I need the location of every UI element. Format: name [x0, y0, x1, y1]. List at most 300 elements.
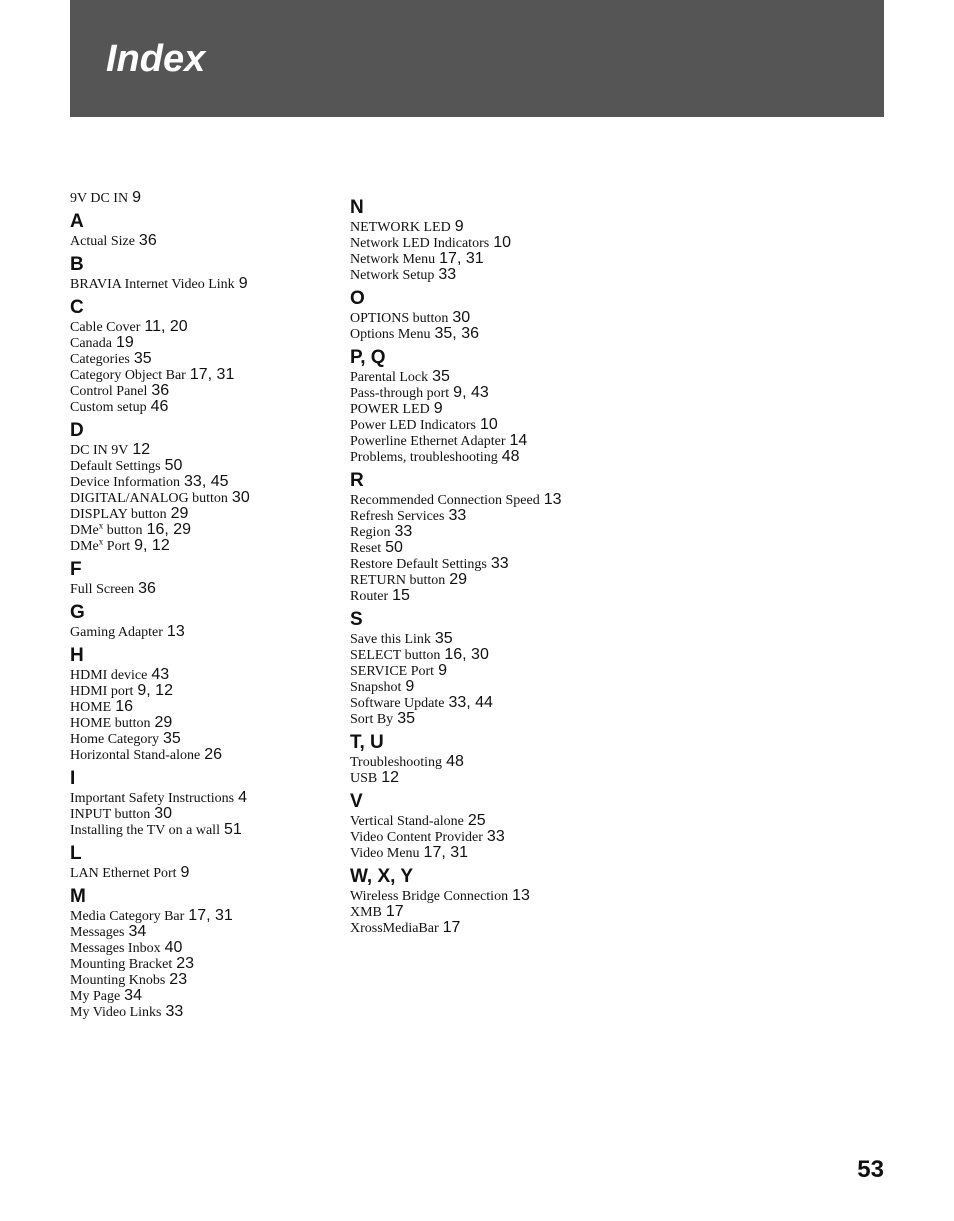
- index-entry: [350, 695, 650, 711]
- index-term-text: Actual Size: [70, 234, 135, 249]
- index-term: [70, 716, 151, 731]
- index-entry: [350, 524, 650, 540]
- index-page-refs: 50: [164, 457, 183, 474]
- index-section: [350, 347, 650, 465]
- section-letter: F: [70, 559, 82, 580]
- section-letter: O: [350, 288, 365, 309]
- index-term: [350, 252, 435, 267]
- index-term-text: XMB: [350, 905, 382, 920]
- index-term-text: Options Menu: [350, 327, 431, 342]
- index-entry: [350, 385, 650, 401]
- index-entry: [350, 647, 650, 663]
- index-section: [350, 197, 650, 283]
- index-entry: [70, 715, 340, 731]
- index-page-refs: 9, 43: [453, 384, 489, 401]
- index-term: [350, 589, 388, 604]
- index-page-refs: 23: [176, 955, 195, 972]
- index-term-text: Snapshot: [350, 680, 402, 695]
- index-term: [70, 536, 131, 554]
- index-term-text: Vertical Stand-alone: [350, 814, 464, 829]
- index-page-refs: 17: [385, 903, 404, 920]
- index-entry: [70, 190, 340, 206]
- index-page-refs: 16, 30: [444, 646, 489, 663]
- index-term-text: NETWORK LED: [350, 220, 451, 235]
- index-entry: [350, 920, 650, 936]
- index-section: [350, 609, 650, 727]
- index-term-text: Powerline Ethernet Adapter: [350, 434, 506, 449]
- index-term-text: Network Setup: [350, 268, 435, 283]
- index-term-text: Full Screen: [70, 582, 135, 597]
- index-entry: [70, 624, 340, 640]
- index-page-refs: 4: [238, 789, 247, 806]
- index-term-text: Installing the TV on a wall: [70, 823, 220, 838]
- index-page-refs: 50: [385, 539, 403, 556]
- index-section: [70, 254, 340, 292]
- index-page-refs: 10: [493, 234, 511, 251]
- index-entry: [70, 988, 340, 1004]
- index-section: [70, 420, 340, 554]
- index-term-text: Canada: [70, 336, 112, 351]
- index-entry: [70, 442, 340, 458]
- index-term: [70, 625, 163, 640]
- section-letter: I: [70, 768, 76, 789]
- index-term-text: Media Category Bar: [70, 909, 185, 924]
- index-entry: [350, 219, 650, 235]
- index-page-refs: 35: [432, 368, 450, 385]
- section-letter: A: [70, 211, 84, 232]
- index-page-refs: 33: [486, 828, 505, 845]
- index-page-refs: 25: [467, 812, 486, 829]
- index-page-refs: 9: [180, 864, 190, 881]
- index-page-refs: 35: [434, 630, 453, 647]
- index-page-refs: 9, 12: [137, 682, 173, 699]
- index-page-refs: 34: [124, 987, 142, 1004]
- index-term-text: Horizontal Stand-alone: [70, 748, 201, 763]
- index-term: [70, 352, 130, 367]
- index-page-refs: 9: [405, 678, 415, 695]
- index-page-refs: 46: [150, 398, 169, 415]
- index-page-refs: 51: [223, 821, 242, 838]
- index-term: [350, 712, 393, 727]
- index-page-refs: 16: [115, 698, 134, 715]
- index-term-text: Control Panel: [70, 384, 148, 399]
- index-term: [70, 807, 150, 822]
- index-term: [350, 541, 381, 556]
- section-letter: P, Q: [350, 347, 386, 368]
- index-entry: [70, 1004, 340, 1020]
- index-term: [70, 459, 161, 474]
- index-term-text: Power LED Indicators: [350, 418, 476, 433]
- section-letter: T, U: [350, 732, 384, 753]
- index-term: [350, 450, 498, 465]
- index-term: [350, 814, 464, 829]
- index-page-refs: 36: [151, 382, 170, 399]
- index-column-left: [70, 190, 340, 1020]
- index-term: [70, 443, 128, 458]
- index-term: [350, 680, 401, 695]
- header-banner: [70, 0, 884, 117]
- index-term-text: DMe: [70, 523, 99, 538]
- index-entry: [350, 310, 650, 326]
- index-term-text: My Video Links: [70, 1005, 162, 1020]
- index-entry: [350, 711, 650, 727]
- index-entry: [70, 865, 340, 881]
- index-page-refs: 35: [163, 730, 181, 747]
- index-page-refs: 9: [454, 218, 464, 235]
- index-entry: [350, 369, 650, 385]
- index-term-text: Mounting Bracket: [70, 957, 173, 972]
- index-entry: [70, 233, 340, 249]
- index-entry: [70, 276, 340, 292]
- index-entry: [350, 401, 650, 417]
- index-page-refs: 13: [166, 623, 185, 640]
- index-term: [350, 921, 439, 936]
- index-page-refs: 9: [238, 275, 248, 292]
- index-entry: [350, 417, 650, 433]
- index-term: [70, 1005, 161, 1020]
- index-entry: [70, 806, 340, 822]
- index-page-refs: 48: [446, 753, 464, 770]
- index-entry: [350, 631, 650, 647]
- index-term-text: Parental Lock: [350, 370, 429, 385]
- index-term: [350, 236, 489, 251]
- index-entry: [350, 326, 650, 342]
- index-term-superscript: x: [98, 536, 104, 547]
- index-term: [350, 664, 434, 679]
- index-term: [350, 557, 487, 572]
- index-page-refs: 36: [138, 580, 156, 597]
- index-entry: [70, 335, 340, 351]
- index-page-refs: 9: [433, 400, 443, 417]
- index-page-refs: 33: [394, 523, 413, 540]
- index-term: [70, 507, 167, 522]
- index-page-refs: 33: [448, 507, 467, 524]
- index-term-text: 9V DC IN: [70, 191, 129, 206]
- index-page-refs: 17: [442, 919, 461, 936]
- index-term: [350, 755, 442, 770]
- index-term-text: Problems, troubleshooting: [350, 450, 498, 465]
- index-entry: [70, 908, 340, 924]
- index-section: [70, 886, 340, 1020]
- index-term: [70, 234, 135, 249]
- index-page-refs: 33: [438, 266, 457, 283]
- index-term: [70, 684, 133, 699]
- index-term: [350, 846, 420, 861]
- index-term-text: Home Category: [70, 732, 160, 747]
- index-entry: [70, 956, 340, 972]
- index-page-refs: 33: [490, 555, 509, 572]
- index-section: [70, 768, 340, 838]
- index-page-refs: 16, 29: [146, 521, 192, 538]
- index-term-text: Region: [350, 525, 391, 540]
- index-page-refs: 33, 45: [184, 473, 229, 490]
- index-entry: [70, 790, 340, 806]
- index-term: [350, 632, 431, 647]
- index-entry: [70, 399, 340, 415]
- index-page-refs: 9: [132, 189, 141, 206]
- index-entry: [350, 663, 650, 679]
- index-page-refs: 9, 12: [134, 537, 170, 554]
- index-term-text: Important Safety Instructions: [70, 791, 235, 806]
- index-term-text: DISPLAY button: [70, 507, 167, 522]
- section-letter: C: [70, 297, 84, 318]
- index-term-text: My Page: [70, 989, 121, 1004]
- index-term-text: USB: [350, 771, 378, 786]
- index-page-refs: 17, 31: [423, 844, 469, 861]
- index-column-right: [350, 192, 650, 936]
- section-letter: G: [70, 602, 85, 623]
- index-entry: [70, 319, 340, 335]
- index-term: [350, 268, 434, 283]
- index-page-refs: 12: [132, 441, 151, 458]
- index-entry: [70, 351, 340, 367]
- index-term: [350, 648, 440, 663]
- index-page-refs: 48: [501, 448, 520, 465]
- index-term-text: Messages: [70, 925, 125, 940]
- index-page-refs: 35: [397, 710, 415, 727]
- index-entry: [70, 581, 340, 597]
- index-term: [70, 989, 120, 1004]
- index-entry: [350, 845, 650, 861]
- index-page-refs: 30: [452, 309, 471, 326]
- index-term: [70, 866, 177, 881]
- section-letter: N: [350, 197, 364, 218]
- index-term-text: Router: [350, 589, 389, 604]
- index-page-refs: 12: [381, 769, 400, 786]
- index-page-refs: 33: [165, 1003, 184, 1020]
- index-term: [70, 320, 140, 335]
- index-entry: [350, 829, 650, 845]
- index-term: [70, 957, 172, 972]
- index-term: [350, 311, 448, 326]
- index-term: [70, 748, 200, 763]
- index-section: [70, 297, 340, 415]
- index-term: [350, 771, 377, 786]
- index-entry: [70, 538, 340, 554]
- section-letter: L: [70, 843, 82, 864]
- index-term: [350, 418, 476, 433]
- index-page-refs: 30: [154, 805, 173, 822]
- index-term-superscript: x: [98, 520, 104, 531]
- index-term: [350, 573, 445, 588]
- index-page-refs: 10: [479, 416, 498, 433]
- index-term-text: Default Settings: [70, 459, 161, 474]
- index-entry: [70, 972, 340, 988]
- index-term: [350, 905, 382, 920]
- index-term-text: XrossMediaBar: [350, 921, 439, 936]
- index-section: [70, 602, 340, 640]
- index-section: [350, 791, 650, 861]
- index-term: [70, 941, 161, 956]
- index-term-text: INPUT button: [70, 807, 151, 822]
- index-term-text: POWER LED: [350, 402, 430, 417]
- index-section: [70, 211, 340, 249]
- section-letter: R: [350, 470, 364, 491]
- index-section: [350, 732, 650, 786]
- section-letter: M: [70, 886, 86, 907]
- index-term: [350, 434, 506, 449]
- index-entry: [350, 904, 650, 920]
- index-entry: [70, 747, 340, 763]
- index-page-refs: 34: [128, 923, 147, 940]
- index-term: [70, 732, 159, 747]
- index-term: [350, 220, 451, 235]
- index-entry: [350, 540, 650, 556]
- index-term-text: LAN Ethernet Port: [70, 866, 177, 881]
- index-term-text: Category Object Bar: [70, 368, 186, 383]
- index-entry: [350, 888, 650, 904]
- index-page-refs: 35: [133, 350, 152, 367]
- index-entry: [350, 449, 650, 465]
- index-term: [70, 400, 147, 415]
- index-entry: [70, 699, 340, 715]
- index-term: [350, 370, 428, 385]
- index-entry: [70, 458, 340, 474]
- index-term: [350, 493, 540, 508]
- index-entry: [350, 508, 650, 524]
- index-term-text: Recommended Connection Speed: [350, 493, 540, 508]
- index-page-refs: 43: [151, 666, 170, 683]
- index-section: [70, 559, 340, 597]
- index-entry: [350, 770, 650, 786]
- index-term-text: DMe: [70, 539, 99, 554]
- index-term: [70, 475, 180, 490]
- index-term: [70, 336, 112, 351]
- index-entry: [70, 667, 340, 683]
- index-entry: [70, 940, 340, 956]
- index-term: [70, 925, 124, 940]
- index-term-text: Mounting Knobs: [70, 973, 166, 988]
- index-term-text: HDMI device: [70, 668, 148, 683]
- section-letter: V: [350, 791, 363, 812]
- index-page-refs: 36: [138, 232, 157, 249]
- index-term: [70, 823, 220, 838]
- index-page-refs: 9: [438, 662, 447, 679]
- index-term: [70, 973, 165, 988]
- index-term: [350, 525, 390, 540]
- index-entry: [350, 679, 650, 695]
- index-term-text: HDMI port: [70, 684, 134, 699]
- index-term-suffix: Port: [103, 539, 131, 554]
- index-entry: [70, 383, 340, 399]
- index-term-text: HOME: [70, 700, 112, 715]
- index-term-text: HOME button: [70, 716, 151, 731]
- index-term-text: Cable Cover: [70, 320, 141, 335]
- index-entry: [70, 506, 340, 522]
- index-term-text: Video Menu: [350, 846, 420, 861]
- index-entry: [350, 556, 650, 572]
- index-term-text: Network LED Indicators: [350, 236, 490, 251]
- index-term: [350, 830, 483, 845]
- index-page-refs: 19: [115, 334, 134, 351]
- index-entry: [70, 683, 340, 699]
- index-term: [70, 582, 134, 597]
- index-section: [350, 866, 650, 936]
- index-term-text: Refresh Services: [350, 509, 445, 524]
- section-letter: H: [70, 645, 84, 666]
- index-term: [70, 384, 147, 399]
- index-entry: [70, 731, 340, 747]
- page-title: Index: [106, 38, 206, 80]
- index-term-text: Pass-through port: [350, 386, 450, 401]
- index-term-text: Reset: [350, 541, 382, 556]
- index-entry: [70, 367, 340, 383]
- section-letter: B: [70, 254, 84, 275]
- index-entry: [350, 251, 650, 267]
- index-entry: [350, 267, 650, 283]
- index-section: [70, 843, 340, 881]
- index-term-text: Categories: [70, 352, 130, 367]
- index-term: [70, 909, 184, 924]
- index-term: [350, 402, 430, 417]
- index-entry: [70, 522, 340, 538]
- index-entry: [70, 924, 340, 940]
- index-term: [70, 277, 235, 292]
- index-entry: [70, 822, 340, 838]
- index-term-text: OPTIONS button: [350, 311, 449, 326]
- index-term: [350, 386, 449, 401]
- index-page-refs: 23: [169, 971, 188, 988]
- index-term: [70, 791, 234, 806]
- index-term: [350, 889, 508, 904]
- index-term-text: Custom setup: [70, 400, 147, 415]
- index-page-refs: 30: [231, 489, 250, 506]
- index-term: [350, 696, 444, 711]
- index-term: [70, 668, 147, 683]
- index-term-text: Sort By: [350, 712, 394, 727]
- index-term: [350, 327, 431, 342]
- index-term: [70, 491, 228, 506]
- index-term-text: BRAVIA Internet Video Link: [70, 277, 235, 292]
- index-page-refs: 26: [204, 746, 223, 763]
- index-page-refs: 17, 31: [188, 907, 233, 924]
- index-term-text: RETURN button: [350, 573, 446, 588]
- index-section: [70, 190, 340, 206]
- index-entry: [350, 754, 650, 770]
- index-term-text: Video Content Provider: [350, 830, 483, 845]
- index-term: [70, 700, 111, 715]
- index-term-text: Software Update: [350, 696, 445, 711]
- index-entry: [350, 588, 650, 604]
- index-page-refs: 15: [392, 587, 410, 604]
- index-term-text: Network Menu: [350, 252, 436, 267]
- index-term: [70, 368, 186, 383]
- index-term: [350, 509, 444, 524]
- index-term-text: Save this Link: [350, 632, 431, 647]
- index-section: [350, 470, 650, 604]
- index-term-text: Device Information: [70, 475, 181, 490]
- index-page-refs: 17, 31: [439, 250, 484, 267]
- index-term-text: Messages Inbox: [70, 941, 161, 956]
- section-letter: W, X, Y: [350, 866, 414, 887]
- index-term-text: Troubleshooting: [350, 755, 443, 770]
- index-section: [350, 288, 650, 342]
- index-page-refs: 40: [164, 939, 183, 956]
- index-page-refs: 17, 31: [189, 366, 235, 383]
- index-page-refs: 29: [170, 505, 189, 522]
- index-entry: [70, 474, 340, 490]
- index-entry: [350, 813, 650, 829]
- index-term-text: Wireless Bridge Connection: [350, 889, 509, 904]
- section-letter: S: [350, 609, 363, 630]
- index-page-refs: 13: [543, 491, 562, 508]
- index-term-text: Restore Default Settings: [350, 557, 487, 572]
- index-entry: [350, 433, 650, 449]
- section-letter: D: [70, 420, 84, 441]
- index-page-refs: 33, 44: [448, 694, 493, 711]
- index-page-refs: 29: [449, 571, 468, 588]
- index-section: [70, 645, 340, 763]
